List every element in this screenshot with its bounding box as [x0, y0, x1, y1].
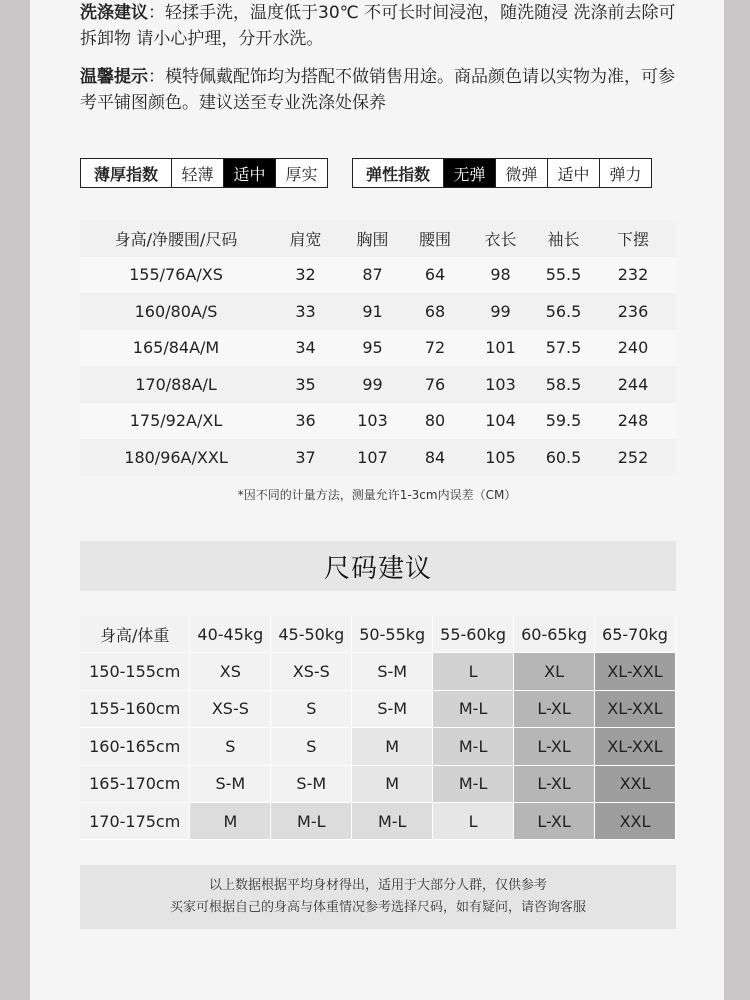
size-cell: 101 [464, 330, 537, 367]
size-table-row [80, 330, 676, 367]
recommend-header-cell: 55-60kg [433, 616, 514, 653]
size-header-cell: 肩宽 [272, 220, 339, 257]
recommend-size-cell: XL-XXL [595, 728, 676, 765]
size-cell: 98 [464, 257, 537, 294]
size-cell: 57.5 [537, 330, 590, 367]
size-table-row [80, 293, 676, 330]
recommend-size-cell: XL-XXL [595, 653, 676, 690]
footer-note [80, 865, 676, 929]
size-cell: 105 [464, 439, 537, 476]
size-chart-table [80, 220, 676, 476]
size-cell: 91 [339, 293, 406, 330]
size-cell: 99 [464, 293, 537, 330]
recommend-table-header [80, 616, 676, 653]
size-cell: 58.5 [537, 366, 590, 403]
size-header-cell: 下摆 [590, 220, 676, 257]
thickness-label: 薄厚指数 [80, 158, 172, 188]
recommend-height-cell: 165-170cm [80, 765, 190, 802]
size-table-row [80, 403, 676, 440]
size-header-cell: 袖长 [537, 220, 590, 257]
size-cell: 99 [339, 366, 406, 403]
elasticity-option-medium: 适中 [547, 158, 600, 188]
care-instructions [80, 0, 680, 116]
size-cell: 252 [590, 439, 676, 476]
size-cell: 107 [339, 439, 406, 476]
measure-note: *因不同的计量方法，测量允许1-3cm内误差（CM） [237, 488, 517, 502]
recommend-table-row [80, 653, 676, 690]
size-cell: 36 [272, 403, 339, 440]
size-cell: 236 [590, 293, 676, 330]
recommend-header-cell: 45-50kg [271, 616, 352, 653]
size-header-cell: 胸围 [339, 220, 406, 257]
tip-text: ：模特佩戴配饰均为搭配不做销售用途。商品颜色请以实物为准，可参考平铺图颜色。建议送至专业洗涤处保养 [80, 67, 675, 113]
product-detail-page [30, 0, 724, 1000]
size-header-cell: 腰围 [406, 220, 464, 257]
size-cell: 35 [272, 366, 339, 403]
size-cell: 33 [272, 293, 339, 330]
size-cell: 68 [406, 293, 464, 330]
recommend-height-cell: 170-175cm [80, 802, 190, 839]
recommend-header-cell: 身高/体重 [80, 616, 190, 653]
recommend-size-cell: S [190, 728, 271, 765]
size-table-row [80, 257, 676, 294]
thickness-index [80, 158, 328, 188]
size-cell: 103 [339, 403, 406, 440]
size-cell: 240 [590, 330, 676, 367]
size-table-row [80, 366, 676, 403]
recommend-size-cell: M-L [271, 802, 352, 839]
recommend-size-cell: L-XL [514, 802, 595, 839]
recommend-size-cell: M-L [433, 765, 514, 802]
size-cell: 175/92A/XL [80, 403, 272, 440]
elasticity-option-stretch: 弹力 [599, 158, 652, 188]
size-cell: 60.5 [537, 439, 590, 476]
recommend-size-cell: XS-S [190, 690, 271, 727]
recommend-size-cell: L [433, 653, 514, 690]
size-recommendation-table [80, 616, 676, 840]
elasticity-index [352, 158, 652, 188]
size-header-cell: 身高/净腰围/尺码 [80, 220, 272, 257]
recommend-header-cell: 50-55kg [352, 616, 433, 653]
size-recommendation-title: 尺码建议 [80, 541, 676, 591]
recommend-size-cell: XS-S [271, 653, 352, 690]
tip-label: 温馨提示 [80, 67, 148, 87]
thickness-option-medium: 适中 [223, 158, 276, 188]
recommend-header-cell: 65-70kg [595, 616, 676, 653]
recommend-height-cell: 150-155cm [80, 653, 190, 690]
recommend-size-cell: M-L [433, 728, 514, 765]
recommend-table-row [80, 690, 676, 727]
recommend-size-cell: M [352, 765, 433, 802]
size-cell: 72 [406, 330, 464, 367]
recommend-size-cell: XS [190, 653, 271, 690]
size-cell: 170/88A/L [80, 366, 272, 403]
recommend-size-cell: L-XL [514, 765, 595, 802]
recommend-header-cell: 60-65kg [514, 616, 595, 653]
size-cell: 80 [406, 403, 464, 440]
recommend-size-cell: M [352, 728, 433, 765]
size-cell: 64 [406, 257, 464, 294]
size-table-header [80, 220, 676, 257]
size-table-row [80, 439, 676, 476]
recommend-size-cell: M [190, 802, 271, 839]
recommend-size-cell: XL [514, 653, 595, 690]
recommend-size-cell: L-XL [514, 728, 595, 765]
recommend-size-cell: S [271, 728, 352, 765]
size-cell: 160/80A/S [80, 293, 272, 330]
elasticity-option-none: 无弹 [443, 158, 496, 188]
elasticity-option-slight: 微弹 [495, 158, 548, 188]
size-cell: 76 [406, 366, 464, 403]
thickness-option-thick: 厚实 [275, 158, 328, 188]
wash-advice [80, 0, 680, 52]
recommend-size-cell: M-L [433, 690, 514, 727]
size-cell: 103 [464, 366, 537, 403]
size-cell: 84 [406, 439, 464, 476]
recommend-size-cell: L-XL [514, 690, 595, 727]
size-cell: 180/96A/XXL [80, 439, 272, 476]
recommend-table-row [80, 765, 676, 802]
size-cell: 87 [339, 257, 406, 294]
recommend-size-cell: XXL [595, 802, 676, 839]
recommend-size-cell: XXL [595, 765, 676, 802]
warm-tip [80, 64, 680, 116]
size-cell: 95 [339, 330, 406, 367]
recommend-table-row [80, 728, 676, 765]
recommend-size-cell: XL-XXL [595, 690, 676, 727]
size-cell: 34 [272, 330, 339, 367]
size-cell: 59.5 [537, 403, 590, 440]
size-cell: 56.5 [537, 293, 590, 330]
recommend-size-cell: S [271, 690, 352, 727]
recommend-size-cell: L [433, 802, 514, 839]
size-cell: 232 [590, 257, 676, 294]
size-cell: 32 [272, 257, 339, 294]
size-cell: 155/76A/XS [80, 257, 272, 294]
recommend-size-cell: S-M [352, 653, 433, 690]
recommend-table-row [80, 802, 676, 839]
size-cell: 104 [464, 403, 537, 440]
size-cell: 37 [272, 439, 339, 476]
size-header-cell: 衣长 [464, 220, 537, 257]
recommend-height-cell: 160-165cm [80, 728, 190, 765]
wash-label: 洗涤建议 [80, 3, 148, 23]
size-cell: 165/84A/M [80, 330, 272, 367]
footer-line-1: 以上数据根据平均身材得出，适用于大部分人群，仅供参考 [208, 878, 547, 893]
recommend-size-cell: S-M [190, 765, 271, 802]
size-cell: 55.5 [537, 257, 590, 294]
recommend-size-cell: M-L [352, 802, 433, 839]
recommend-size-cell: S-M [352, 690, 433, 727]
thickness-option-light: 轻薄 [171, 158, 224, 188]
footer-line-2: 买家可根据自己的身高与体重情况参考选择尺码，如有疑问，请咨询客服 [169, 900, 586, 915]
recommend-height-cell: 155-160cm [80, 690, 190, 727]
recommend-size-cell: S-M [271, 765, 352, 802]
size-cell: 248 [590, 403, 676, 440]
size-cell: 244 [590, 366, 676, 403]
elasticity-label: 弹性指数 [352, 158, 444, 188]
recommend-header-cell: 40-45kg [190, 616, 271, 653]
wash-text: ：轻揉手洗，温度低于30℃ 不可长时间浸泡，随洗随浸 洗涤前去除可拆卸物 请小心护理，分开水洗。 [80, 3, 676, 49]
